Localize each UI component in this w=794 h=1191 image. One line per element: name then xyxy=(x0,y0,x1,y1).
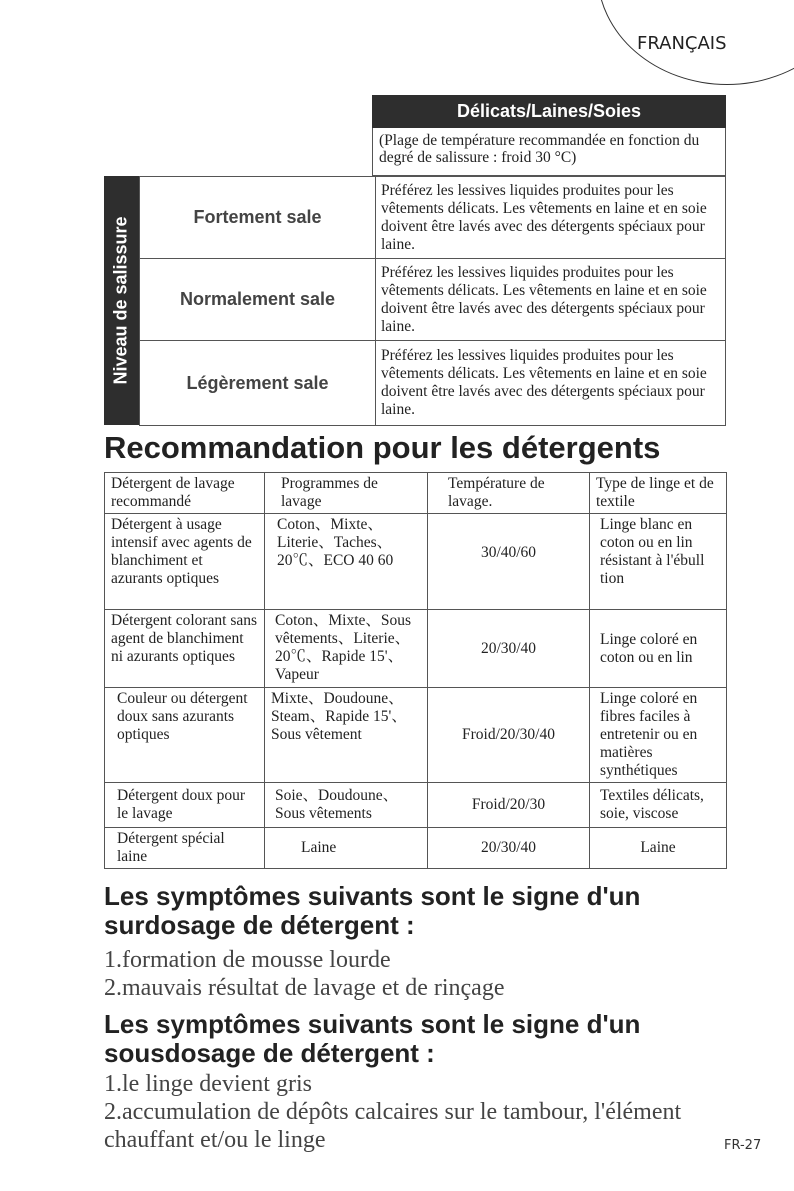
table-cell: Froid/20/30/40 xyxy=(428,688,590,783)
table-cell: Linge coloré en coton ou en lin xyxy=(590,610,727,688)
table-cell: Détergent colorant sans agent de blanchiment ni azurants optiques xyxy=(105,610,265,688)
soil-level-text: Préférez les lessives liquides produites pour les vêtements délicats. Les vêtements en laine et en soie doivent être lavés avec des détergents spéciaux pour laine. xyxy=(376,259,726,341)
table-cell: Linge coloré en fibres faciles à entretenir ou en matières synthétiques xyxy=(590,688,727,783)
table-row xyxy=(105,783,727,828)
table-cell: Mixte、Doudoune、Steam、Rapide 15'、Sous vêtement xyxy=(265,688,428,783)
list-item: 1.le linge devient gris xyxy=(104,1071,312,1097)
table-row xyxy=(140,259,726,341)
table-row xyxy=(105,828,727,869)
section-title-overdose: Les symptômes suivants sont le signe d'un surdosage de détergent : xyxy=(104,881,641,940)
table-cell: 30/40/60 xyxy=(428,514,590,610)
page-number: FR-27 xyxy=(724,1138,762,1153)
soil-level-table xyxy=(139,176,726,426)
table-cell: Couleur ou détergent doux sans azurants optiques xyxy=(105,688,265,783)
table-cell: Linge blanc en coton ou en lin résistant à l'ébull tion xyxy=(590,514,727,610)
soil-level-axis-text: Niveau de salissure xyxy=(111,216,131,385)
table-cell: Coton、Mixte、Literie、Taches、20℃、ECO 40 60 xyxy=(265,514,428,610)
section-title-underdose: Les symptômes suivants sont le signe d'un sousdosage de détergent : xyxy=(104,1009,641,1068)
column-header: Détergent de lavage recommandé xyxy=(105,473,265,514)
soil-level-axis-label xyxy=(104,176,139,425)
table-row xyxy=(105,688,727,783)
list-item: 2.mauvais résultat de lavage et de rinçage xyxy=(104,975,505,1001)
table-cell: Coton、Mixte、Sous vêtements、Literie、20℃、Rapide 15'、Vapeur xyxy=(265,610,428,688)
table-cell: Laine xyxy=(265,828,428,869)
column-header: Programmes de lavage xyxy=(265,473,428,514)
table-cell: 20/30/40 xyxy=(428,610,590,688)
underdose-list xyxy=(104,1070,704,1154)
table-row xyxy=(105,610,727,688)
table-cell: Soie、Doudoune、Sous vêtements xyxy=(265,783,428,828)
list-item: 2.accumulation de dépôts calcaires sur le tambour, l'élément chauffant et/ou le linge xyxy=(104,1099,682,1153)
soil-table-header: Délicats/Laines/Soies xyxy=(372,95,726,128)
table-row xyxy=(105,514,727,610)
column-header: Température de lavage. xyxy=(428,473,590,514)
soil-level-label: Fortement sale xyxy=(140,177,376,259)
soil-level-label: Légèrement sale xyxy=(140,341,376,426)
overdose-list xyxy=(104,946,505,1002)
soil-level-text: Préférez les lessives liquides produites pour les vêtements délicats. Les vêtements en laine et en soie doivent être lavés avec des détergents spéciaux pour laine. xyxy=(376,177,726,259)
table-cell: Laine xyxy=(590,828,727,869)
list-item: 1.formation de mousse lourde xyxy=(104,947,391,973)
table-cell: Textiles délicats, soie, viscose xyxy=(590,783,727,828)
table-row xyxy=(140,177,726,259)
table-cell: Froid/20/30 xyxy=(428,783,590,828)
table-cell: Détergent doux pour le lavage xyxy=(105,783,265,828)
section-title-detergents: Recommandation pour les détergents xyxy=(104,430,661,465)
column-header: Type de linge et de textile xyxy=(590,473,727,514)
detergent-table xyxy=(104,472,727,869)
table-cell: Détergent à usage intensif avec agents de blanchiment et azurants optiques xyxy=(105,514,265,610)
soil-table-subheader: (Plage de température recommandée en fonction du degré de salissure : froid 30 °C) xyxy=(372,128,726,176)
soil-level-label: Normalement sale xyxy=(140,259,376,341)
table-cell: 20/30/40 xyxy=(428,828,590,869)
table-header-row xyxy=(105,473,727,514)
soil-level-text: Préférez les lessives liquides produites pour les vêtements délicats. Les vêtements en laine et en soie doivent être lavés avec des détergents spéciaux pour laine. xyxy=(376,341,726,426)
table-row xyxy=(140,341,726,426)
language-label: FRANÇAIS xyxy=(637,33,727,54)
table-cell: Détergent spécial laine xyxy=(105,828,265,869)
